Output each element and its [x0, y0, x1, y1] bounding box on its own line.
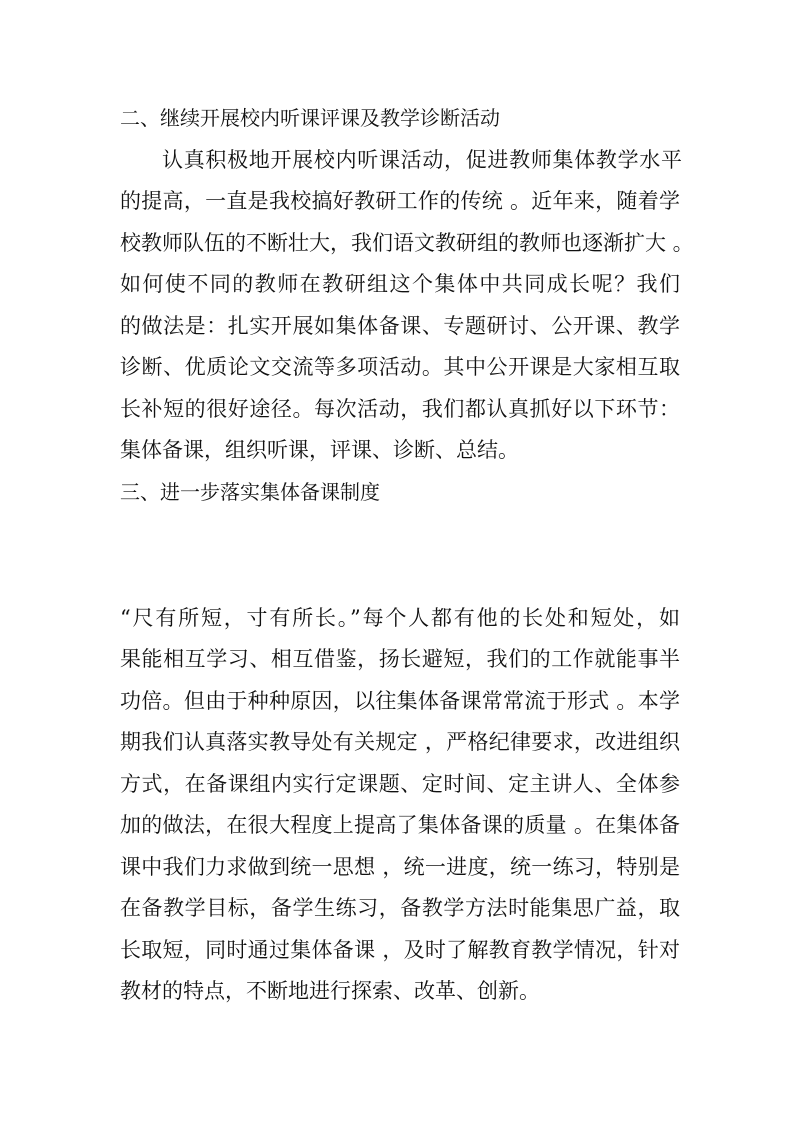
- paragraph-line: 集体备课，组织听课，评课、诊断、总结。: [120, 438, 519, 462]
- paragraph-line: 方式，在备课组内实行定课题、定时间、定主讲人、全体参: [120, 772, 680, 796]
- paragraph-line: 的做法是：扎实开展如集体备课、专题研讨、公开课、教学: [120, 314, 680, 338]
- paragraph-line: 期我们认真落实教导处有关规定 ，严格纪律要求，改进组织: [120, 730, 680, 754]
- paragraph-line: 加的做法，在很大程度上提高了集体备课的质量 。在集体备: [120, 813, 680, 837]
- paragraph-line: 长补短的很好途径。每次活动，我们都认真抓好以下环节：: [120, 397, 680, 421]
- paragraph-line: 认真积极地开展校内听课活动，促进教师集体教学水平: [162, 148, 682, 172]
- paragraph-line: 果能相互学习、相互借鉴，扬长避短，我们的工作就能事半: [120, 647, 680, 671]
- paragraph-line: 课中我们力求做到统一思想 ，统一进度，统一练习，特别是: [120, 855, 680, 879]
- paragraph-line: 的提高，一直是我校搞好教研工作的传统 。近年来，随着学: [120, 189, 680, 213]
- paragraph-line: 如何使不同的教师在教研组这个集体中共同成长呢？我们: [120, 272, 680, 296]
- paragraph-line: “尺有所短，寸有所长。”每个人都有他的长处和短处，如: [120, 606, 680, 630]
- paragraph-line: 在备教学目标，备学生练习，备教学方法时能集思广益，取: [120, 896, 680, 920]
- section-2-heading: 二、继续开展校内听课评课及教学诊断活动: [120, 106, 500, 130]
- paragraph-line: 诊断、优质论文交流等多项活动。其中公开课是大家相互取: [120, 355, 680, 379]
- paragraph-line: 教材的特点，不断地进行探索、改革、创新。: [120, 979, 540, 1003]
- paragraph-line: 长取短，同时通过集体备课 ，及时了解教育教学情况，针对: [120, 938, 680, 962]
- paragraph-line: 功倍。但由于种种原因，以往集体备课常常流于形式 。本学: [120, 689, 680, 713]
- section-3-heading: 三、进一步落实集体备课制度: [120, 480, 380, 504]
- paragraph-line: 校教师队伍的不断壮大，我们语文教研组的教师也逐渐扩大 。: [120, 231, 694, 255]
